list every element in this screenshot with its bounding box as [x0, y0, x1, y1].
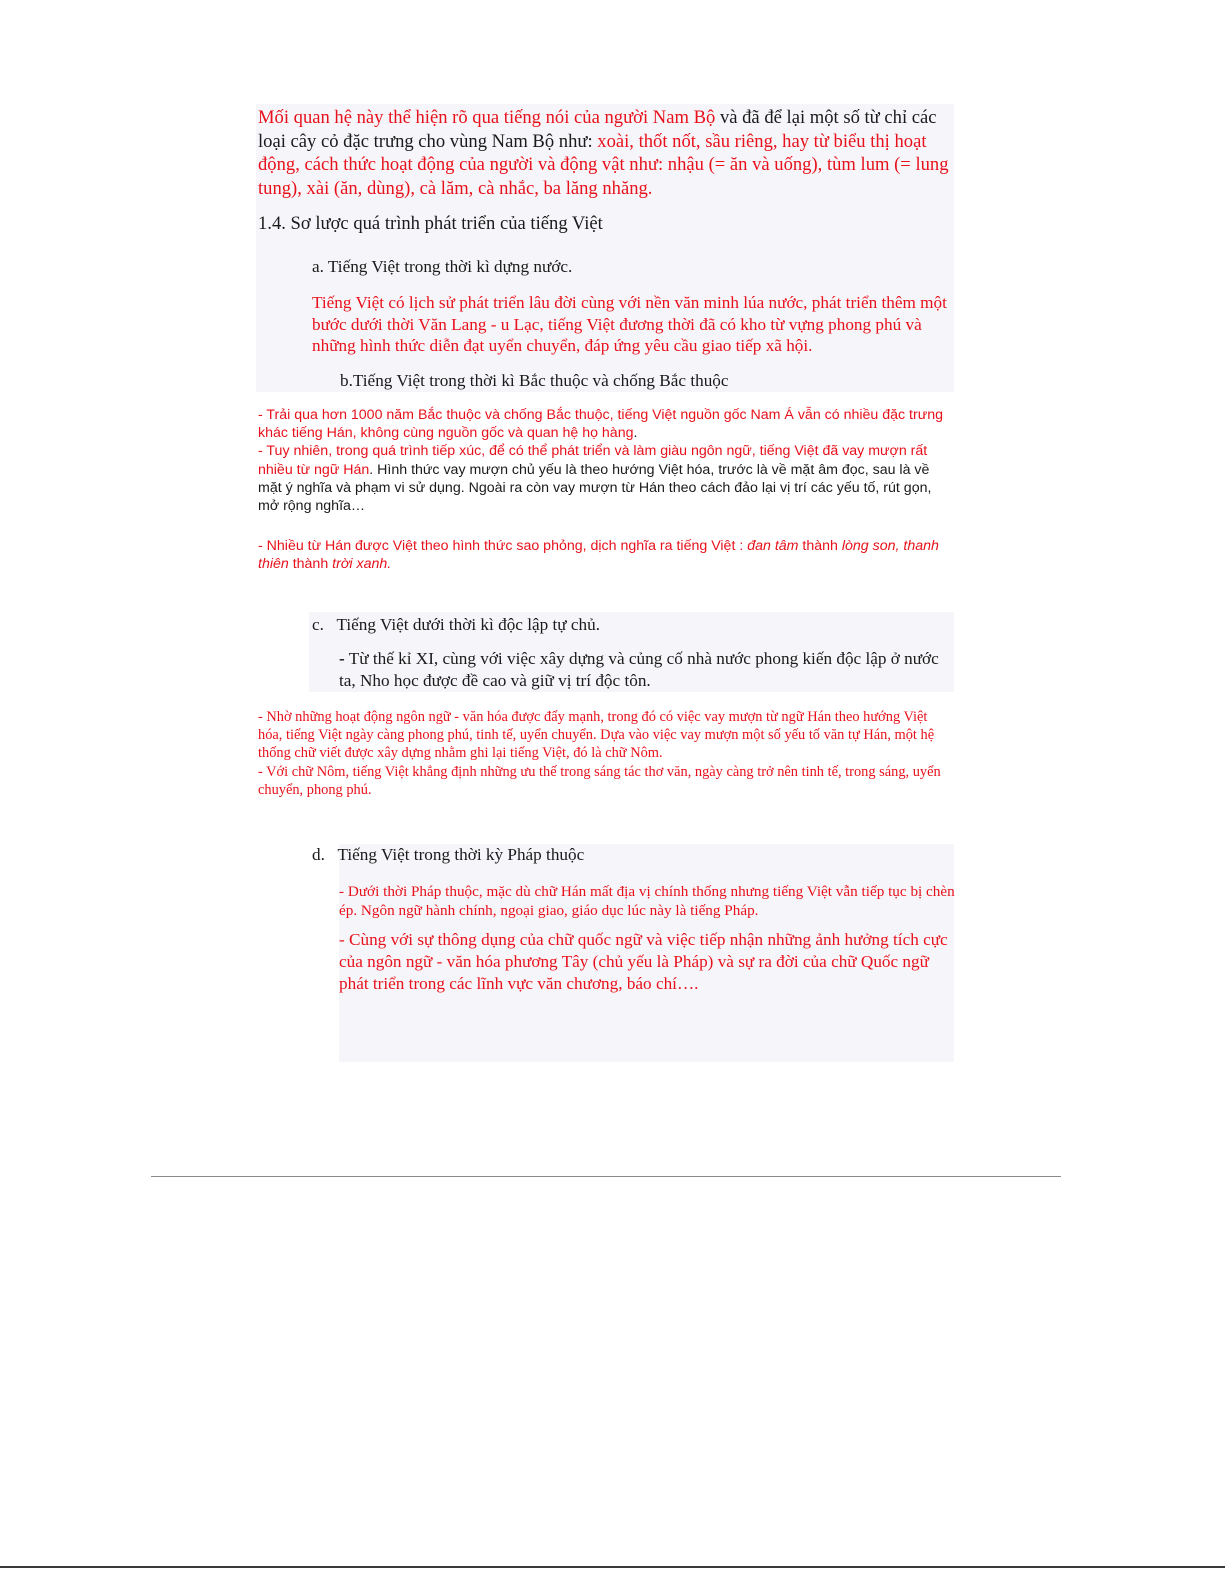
bottom-border — [0, 1566, 1225, 1568]
page-divider — [151, 1176, 1061, 1177]
part-d-p2: - Cùng với sự thông dụng của chữ quốc ngữ và việc tiếp nhận những ảnh hưởng tích cực của ngôn ngữ - văn hóa phương Tây (chủ yếu là Pháp) và sự ra đời của chữ Quốc ngữ phát triển trong các lĩnh vực văn chương, báo chí…. — [339, 930, 948, 993]
part-c-heading: c. Tiếng Việt dưới thời kì độc lập tự chủ. — [312, 615, 601, 634]
part-d-p1: - Dưới thời Pháp thuộc, mặc dù chữ Hán mất địa vị chính thống nhưng tiếng Việt vẫn tiếp tục bị chèn ép. Ngôn ngữ hành chính, ngoại giao, giáo dục lúc này là tiếng Pháp. — [339, 883, 955, 919]
part-b-heading: b.Tiếng Việt trong thời kì Bắc thuộc và chống Bắc thuộc — [340, 371, 729, 390]
part-a-body: Tiếng Việt có lịch sử phát triển lâu đời cùng với nền văn minh lúa nước, phát triển thêm một bước dưới thời Văn Lang - u Lạc, tiếng Việt đương thời đã có kho từ vựng phong phú và những hình thức diễn đạt uyển chuyển, đáp ứng yêu cầu giao tiếp xã hội. — [312, 293, 947, 355]
part-c-p1: - Nhờ những hoạt động ngôn ngữ - văn hóa được đẩy mạnh, trong đó có việc vay mượn từ ngữ Hán theo hướng Việt hóa, tiếng Việt ngày càng phong phú, tinh tế, uyển chuyển. Dựa vào việc vay mượn một số yếu tố văn tự Hán, một hệ thống chữ viết được xây dựng nhằm ghi lại tiếng Việt, đó là chữ Nôm. — [258, 709, 935, 762]
intro-paragraph — [258, 106, 958, 200]
part-b-p3-a: - Nhiều từ Hán được Việt theo hình thức sao phỏng, dịch nghĩa ra tiếng Việt : — [258, 538, 748, 554]
part-b-p3 — [258, 537, 948, 573]
part-a-heading: a. Tiếng Việt trong thời kì dựng nước. — [312, 257, 573, 276]
part-b-p3-b: thành — [798, 538, 842, 554]
part-b-p2-black: . Hình thức vay mượn chủ yếu là theo hướng Việt hóa, trước là về mặt âm đọc, sau là về mặt ý nghĩa và phạm vi sử dụng. Ngoài ra còn vay mượn từ Hán theo cách đảo lại vị trí các yếu tố, rút gọn, mở rộng nghĩa… — [258, 461, 932, 515]
intro-red-a: Mối quan hệ này thể hiện rõ qua tiếng nói của người Nam Bộ — [258, 107, 716, 128]
part-c-body-dash: - — [339, 649, 345, 668]
part-b-p1 — [258, 406, 948, 442]
section-heading: 1.4. Sơ lược quá trình phát triển của tiếng Việt — [258, 213, 603, 234]
part-b-body — [258, 406, 948, 515]
intro-black-a: và đã để lại một số từ chỉ các loại cây cỏ đặc trưng cho vùng Nam Bộ như: — [258, 107, 937, 152]
part-c-body-text: Từ thế kỉ XI, cùng với việc xây dựng và củng cố nhà nước phong kiến độc lập ở nước ta, Nho học được đề cao và giữ vị trí độc tôn. — [339, 649, 939, 690]
intro-red-b: xoài, thốt nốt, sầu riêng, hay từ biểu thị hoạt động, cách thức hoạt động của người và động vật như: nhậu (= ăn và uống), tùm lum (= lung tung), xài (ăn, dùng), cà lăm, cà nhắc, ba lăng nhăng. — [258, 130, 949, 199]
part-c-p2: - Với chữ Nôm, tiếng Việt khẳng định những ưu thế trong sáng tác thơ văn, ngày càng trở nên tinh tế, trong sáng, uyển chuyển, phong phú. — [258, 763, 941, 798]
part-b-p2-red: - Tuy nhiên, trong quá trình tiếp xúc, để có thể phát triển và làm giàu ngôn ngữ, tiếng Việt đã vay mượn rất nhiều từ ngữ Hán — [258, 443, 928, 478]
part-b-p1-text: - Trải qua hơn 1000 năm Bắc thuộc và chống Bắc thuộc, tiếng Việt nguồn gốc Nam Á vẫn có nhiều đặc trưng khác tiếng Hán, không cùng nguồn gốc và quan hệ họ hàng — [258, 407, 943, 442]
part-b-p1-dot: . — [633, 425, 638, 442]
part-b-p3-i3: trời xanh. — [332, 556, 392, 573]
part-b-p3-c: thành — [288, 556, 333, 573]
part-b-p3-i2: lòng son, thanh thiên — [258, 538, 939, 573]
part-b-p3-i1: đan tâm — [747, 538, 799, 554]
part-c-body — [339, 648, 939, 691]
part-d-heading: d. Tiếng Việt trong thời kỳ Pháp thuộc — [312, 845, 585, 864]
part-b-p2 — [258, 442, 948, 515]
part-c-notes — [258, 708, 948, 799]
